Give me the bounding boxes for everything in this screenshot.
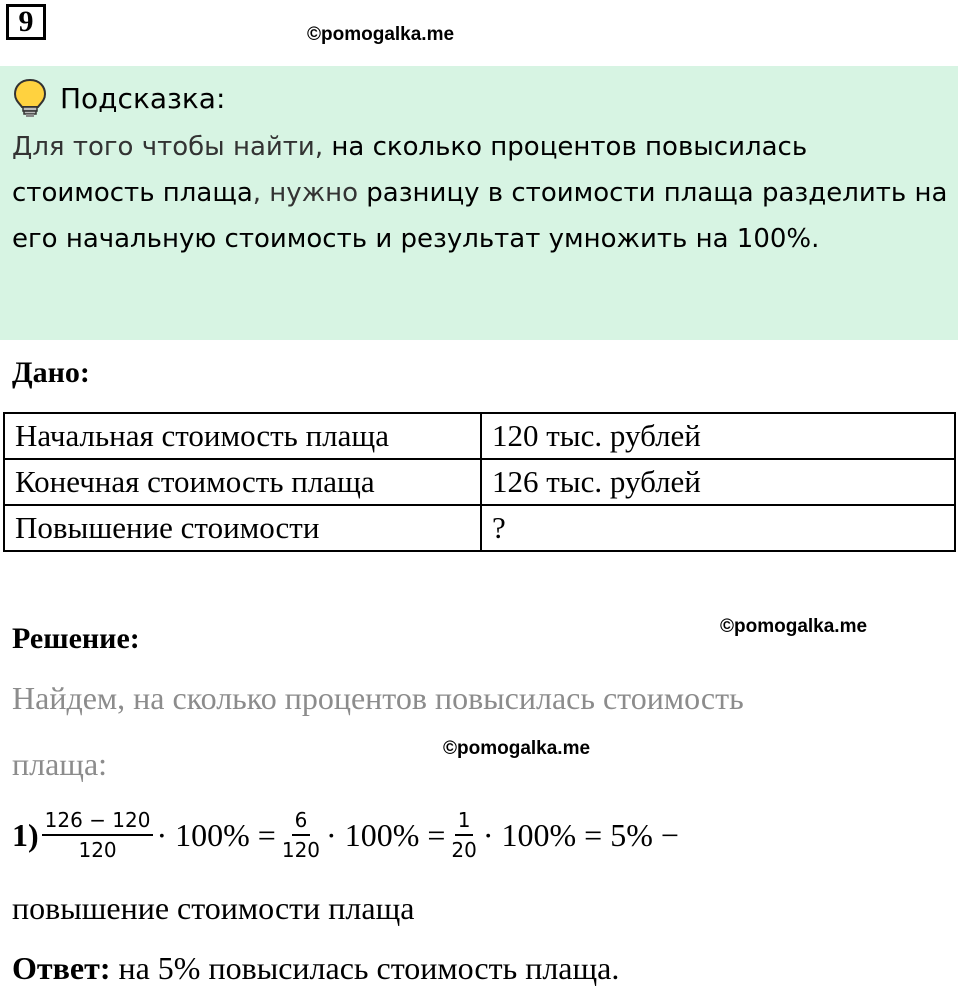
multiplier-text: · 100% = <box>156 816 276 853</box>
hint-text-part2: на сколько процентов повысилась стоимость плаща <box>12 132 808 208</box>
solution-step-1 <box>12 806 679 864</box>
solution-step-text: повышение стоимости плаща <box>12 890 415 926</box>
watermark-lower: ©pomogalka.me <box>443 738 591 759</box>
answer-label: Ответ: <box>12 950 111 986</box>
table-row <box>4 413 955 459</box>
step-number: 1) <box>12 816 39 853</box>
task-number: 9 <box>6 4 46 40</box>
table-cell-value: 126 тыс. рублей <box>481 459 955 505</box>
fraction-denominator: 120 <box>281 838 321 862</box>
fraction-numerator: 1 <box>455 806 474 836</box>
solution-label: Решение: <box>12 622 140 655</box>
table-cell-value: ? <box>481 505 955 551</box>
table-cell-name: Начальная стоимость плаща <box>4 413 481 459</box>
table-row <box>4 505 955 551</box>
watermark-top: ©pomogalka.me <box>307 24 455 45</box>
multiplier-text: · 100% = <box>326 816 446 853</box>
table-cell-name: Конечная стоимость плаща <box>4 459 481 505</box>
given-table <box>3 412 956 552</box>
answer <box>12 950 619 987</box>
fraction-3 <box>448 806 479 864</box>
fraction-denominator: 120 <box>78 838 117 862</box>
fraction-2 <box>279 806 323 864</box>
solution-intro-line1: Найдем, на сколько процентов повысилась стоимость <box>12 680 744 716</box>
hint-text-part4: разницу в стоимости плаща разделить на его начальную стоимость и результат умножить на 100%. <box>12 178 948 254</box>
table-cell-name: Повышение стоимости <box>4 505 481 551</box>
solution-intro-line2: плаща: <box>12 746 108 782</box>
result-text: · 100% = 5% − <box>482 816 679 853</box>
hint-title: Подсказка: <box>60 82 226 115</box>
answer-text: на 5% повысилась стоимость плаща. <box>110 950 620 986</box>
hint-text-part1: Для того чтобы найти, <box>12 132 332 162</box>
fraction-1 <box>42 806 154 864</box>
fraction-numerator: 6 <box>292 806 311 836</box>
fraction-denominator: 20 <box>451 838 477 862</box>
hint-text-part3: , нужно <box>252 178 367 208</box>
hint-text <box>12 124 952 262</box>
fraction-numerator: 126 − 120 <box>42 806 154 836</box>
given-label: Дано: <box>12 356 90 389</box>
table-row <box>4 459 955 505</box>
hint-box <box>0 66 958 340</box>
table-cell-value: 120 тыс. рублей <box>481 413 955 459</box>
watermark-middle: ©pomogalka.me <box>720 616 868 637</box>
